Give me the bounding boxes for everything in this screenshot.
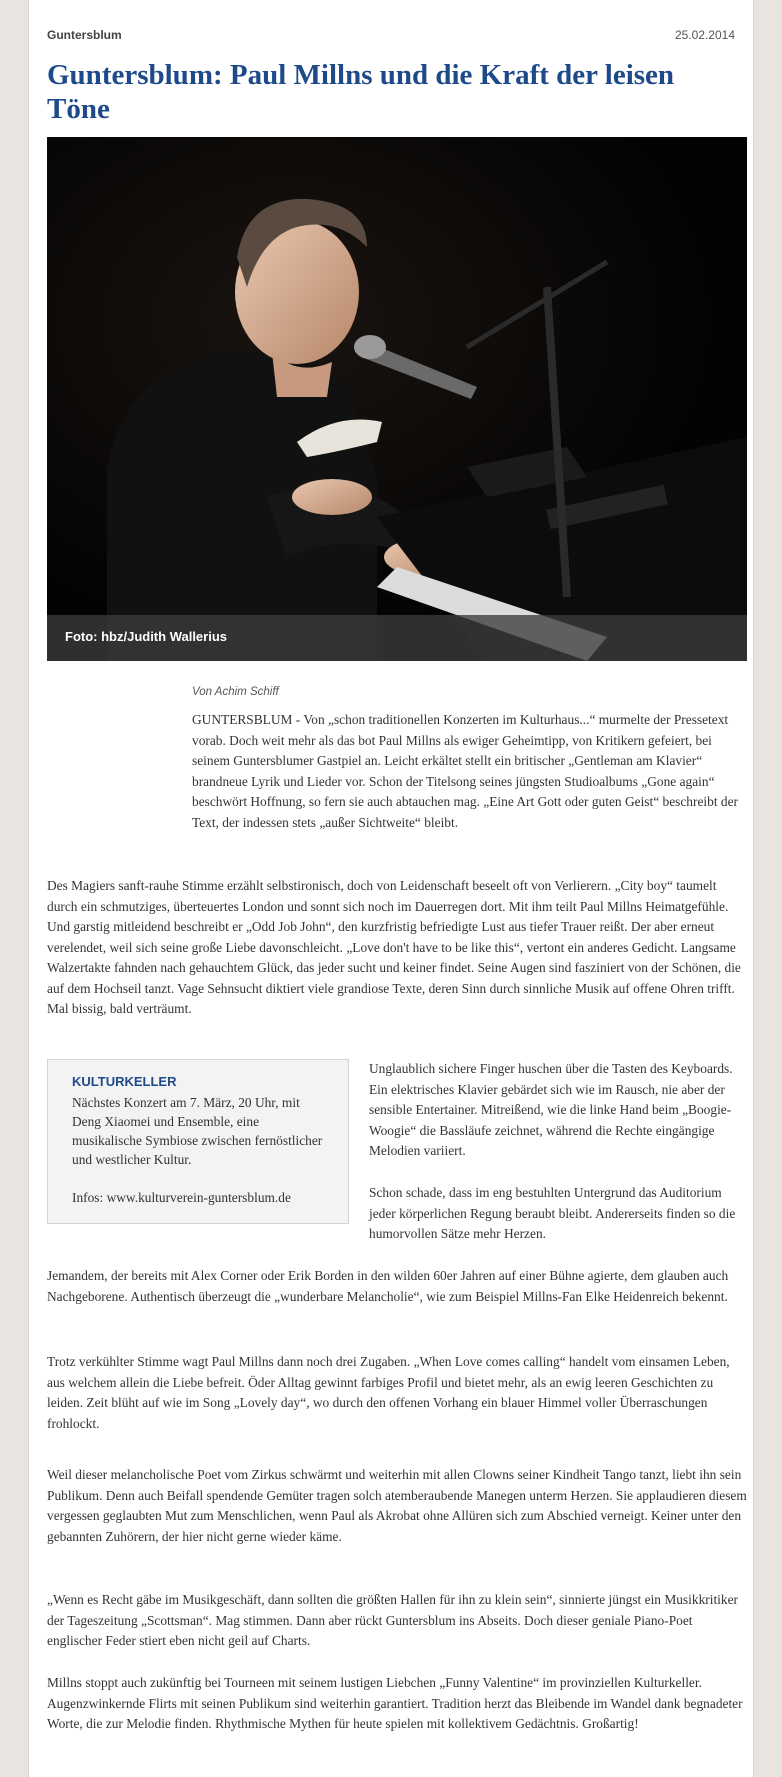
info-box-kulturkeller	[47, 1059, 349, 1224]
publish-date: 25.02.2014	[674, 28, 735, 42]
article-paragraph: „Wenn es Recht gäbe im Musikgeschäft, dann sollten die größten Hallen für ihn zu klein sein“, sinnierte jüngst ein Musikkritiker der Tageszeitung „Scottsman“. Mag stimmen. Dann aber rückt Guntersblum ins Abseits. Doch dieser geniale Piano-Poet englischer Feder stiert eben nicht geil auf Charts.	[47, 1592, 738, 1648]
article-paragraph: Jemandem, der bereits mit Alex Corner oder Erik Borden in den wilden 60er Jahren auf einer Bühne agierte, dem glauben auch Nachgeborene. Authentisch überzeugt die „wunderbare Melancholie“, wie zum Beispiel Millns-Fan Elke Heidenreich bekennt.	[47, 1268, 729, 1304]
article-headline: Guntersblum: Paul Millns und die Kraft der leisen Töne	[47, 59, 675, 125]
photo-caption-bar	[47, 615, 747, 661]
pianist-photo-illustration	[47, 137, 747, 661]
info-box-text: Nächstes Konzert am 7. März, 20 Uhr, mit Deng Xiaomei und Ensemble, eine musikalische Symbiose zwischen fernöstlicher und westlicher Kultur.	[72, 1095, 323, 1167]
photo-credit: Foto: hbz/Judith Wallerius	[65, 629, 228, 644]
article-author: Von Achim Schiff	[192, 686, 279, 698]
article-photo[interactable]	[47, 137, 747, 661]
article-paragraph: Weil dieser melancholische Poet vom Zirkus schwärmt und weiterhin mit allen Clowns seiner Kindheit Tango tanzt, liebt ihn sein Publikum. Denn auch Beifall spendende Gemüter tragen solch atemberaubende Manegen unterm Herzen. Sie applaudieren diesem vergessen geglaubten Mut zum Menschlichen, wenn Paul als Akrobat ohne Allüren sich zum Abschied verneigt. Keiner unter den gebannten Zuhörern, der hier nicht gerne wieder käme.	[47, 1467, 747, 1544]
article-lead-paragraph: GUNTERSBLUM - Von „schon traditionellen Konzerten im Kulturhaus...“ murmelte der Pressetext vorab. Doch weit mehr als das bot Paul Millns als ewiger Geheimtipp, von Kritikern gefeiert, bei seinem Guntersblumer Gastpiel an. Leicht erkältet stellt ein britischer „Gentleman am Klavier“ brandneue Lyrik und Lieder vor. Schon der Titelsong seines jüngsten Studioalbums „Gone again“ beschwört Hoffnung, so fern sie auch abtauchen mag. „Eine Art Gott oder guten Geist“ beschreibt der Text, der indessen stets „außer Sichtweite“ bleibt.	[192, 712, 738, 830]
article-paragraph: Schon schade, dass im eng bestuhlten Untergrund das Auditorium jeder körperlichen Regung beraubt bleibt. Andererseits finden so die humorvollen Sätze mehr Herzen.	[369, 1185, 736, 1241]
article-meta	[47, 28, 735, 46]
info-box-title: KULTURKELLER	[72, 1074, 177, 1089]
article-paragraph: Millns stoppt auch zukünftig bei Tourneen mit seinem lustigen Liebchen „Funny Valentine“ im provinziellen Kulturkeller. Augenzwinkernde Flirts mit seinen Publikum sind weiterhin garantiert. Tradition herzt das Bleibende im Wandel dank begnadeter Worte, die zur Melodie finden. Rhythmische Mythen für heute spielen mit kollektivem Gedächtnis. Großartig!	[47, 1675, 743, 1731]
article-paragraph: Des Magiers sanft-rauhe Stimme erzählt selbstironisch, doch von Leidenschaft beseelt oft von Verlierern. „City boy“ taumelt durch ein schmutziges, überteuertes London und sonnt sich noch im Dauerregen dort. Mit ihm teilt Paul Millns Heimatgefühle. Und garstig mitleidend beschreibt er „Odd Job John“, den kurzfristig befriedigte Lust aus tiefer Trauer reißt. Der aber erneut verelendet, weil sich seine große Liebe davonschleicht. „Love don't have to be like this“, vertont ein anderes Gedicht. Langsame Walzertakte fahnden nach gehauchtem Glück, das jeder sucht und keiner findet. Seine Augen sind fasziniert von der Schönen, die auf dem Hochseil tanzt. Vage Sehnsucht diktiert viele grandiose Texte, deren Sinn durch sinnliche Musik auf offene Ohren trifft. Mal bissig, bald verträumt.	[47, 878, 741, 1016]
article-paragraph: Trotz verkühlter Stimme wagt Paul Millns dann noch drei Zugaben. „When Love comes calling“ handelt vom einsamen Leben, aus welchem allein die Liebe befreit. Öder Alltag gewinnt farbiges Profil und bietet mehr, als an ewig leeren Geschichten zu leiden. Zeit blüht auf wie im Song „Lovely day“, wo durch den offenen Vorhang ein blauer Himmel voller Überraschungen frohlockt.	[47, 1354, 730, 1431]
article-paragraph: Unglaublich sichere Finger huschen über die Tasten des Keyboards. Ein elektrisches Klavier gebärdet sich wie im Rausch, nie aber der sensible Entertainer. Mitreißend, wie die linke Hand beim „Boogie-Woogie“ die Bassläufe zeichnet, während die Rechte eingängige Melodien variiert.	[369, 1061, 733, 1158]
info-box-website[interactable]: Infos: www.kulturverein-guntersblum.de	[72, 1190, 291, 1205]
article-page	[28, 0, 754, 1777]
section-label[interactable]: Guntersblum	[47, 28, 122, 42]
